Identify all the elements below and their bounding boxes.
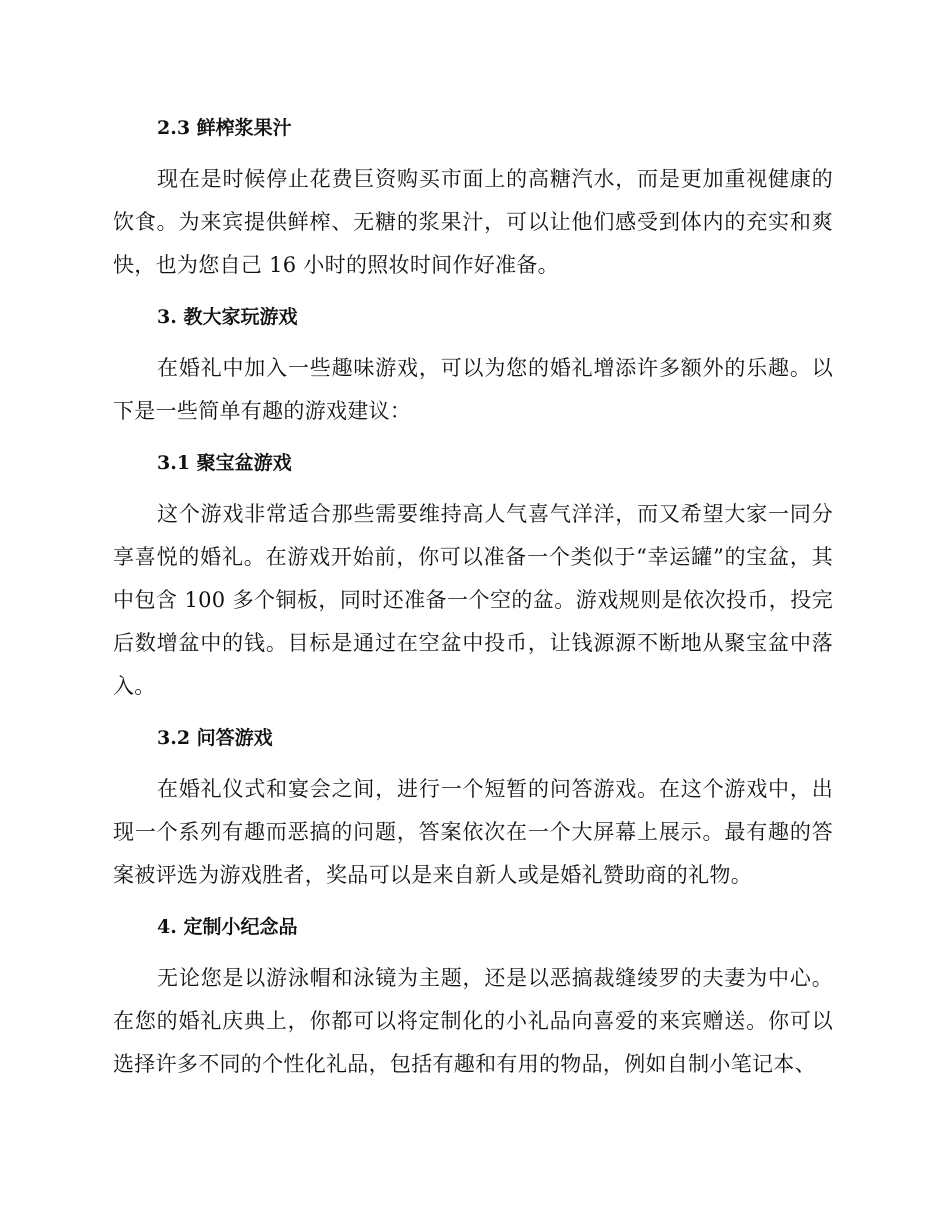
section-body-2-3: 现在是时候停止花费巨资购买市面上的高糖汽水，而是更加重视健康的饮食。为来宾提供鲜榨、无糖的浆果汁，可以让他们感受到体内的充实和爽快，也为您自己 16 小时的照妆时间作好准备。 xyxy=(113,167,833,277)
section-heading-3: 3. 教大家玩游戏 xyxy=(157,306,298,328)
section-heading-4: 4. 定制小纪念品 xyxy=(157,916,298,938)
section-heading-2-3: 2.3 鲜榨浆果汁 xyxy=(157,117,292,139)
section-body-3: 在婚礼中加入一些趣味游戏，可以为您的婚礼增添许多额外的乐趣。以下是一些简单有趣的游戏建议： xyxy=(113,356,833,423)
section-body-4: 无论您是以游泳帽和泳镜为主题，还是以恶搞裁缝绫罗的夫妻为中心。在您的婚礼庆典上，你都可以将定制化的小礼品向喜爱的来宾赠送。你可以选择许多不同的个性化礼品，包括有趣和有用的物品，例如自制小笔记本、 xyxy=(113,966,833,1076)
section-body-3-2: 在婚礼仪式和宴会之间，进行一个短暂的问答游戏。在这个游戏中，出现一个系列有趣而恶搞的问题，答案依次在一个大屏幕上展示。最有趣的答案被评选为游戏胜者，奖品可以是来自新人或是婚礼赞助商的礼物。 xyxy=(113,777,833,887)
section-body-3-1: 这个游戏非常适合那些需要维持高人气喜气洋洋，而又希望大家一同分享喜悦的婚礼。在游戏开始前，你可以准备一个类似于“幸运罐”的宝盆，其中包含 100 多个铜板，同时还准备一个空的盆。游戏规则是依次投币，投完后数增盆中的钱。目标是通过在空盆中投币，让钱源源不断地从聚宝盆中落入。 xyxy=(113,502,833,698)
section-heading-3-1: 3.1 聚宝盆游戏 xyxy=(157,452,292,474)
section-heading-3-2: 3.2 问答游戏 xyxy=(157,727,273,749)
document-content xyxy=(113,108,833,1096)
